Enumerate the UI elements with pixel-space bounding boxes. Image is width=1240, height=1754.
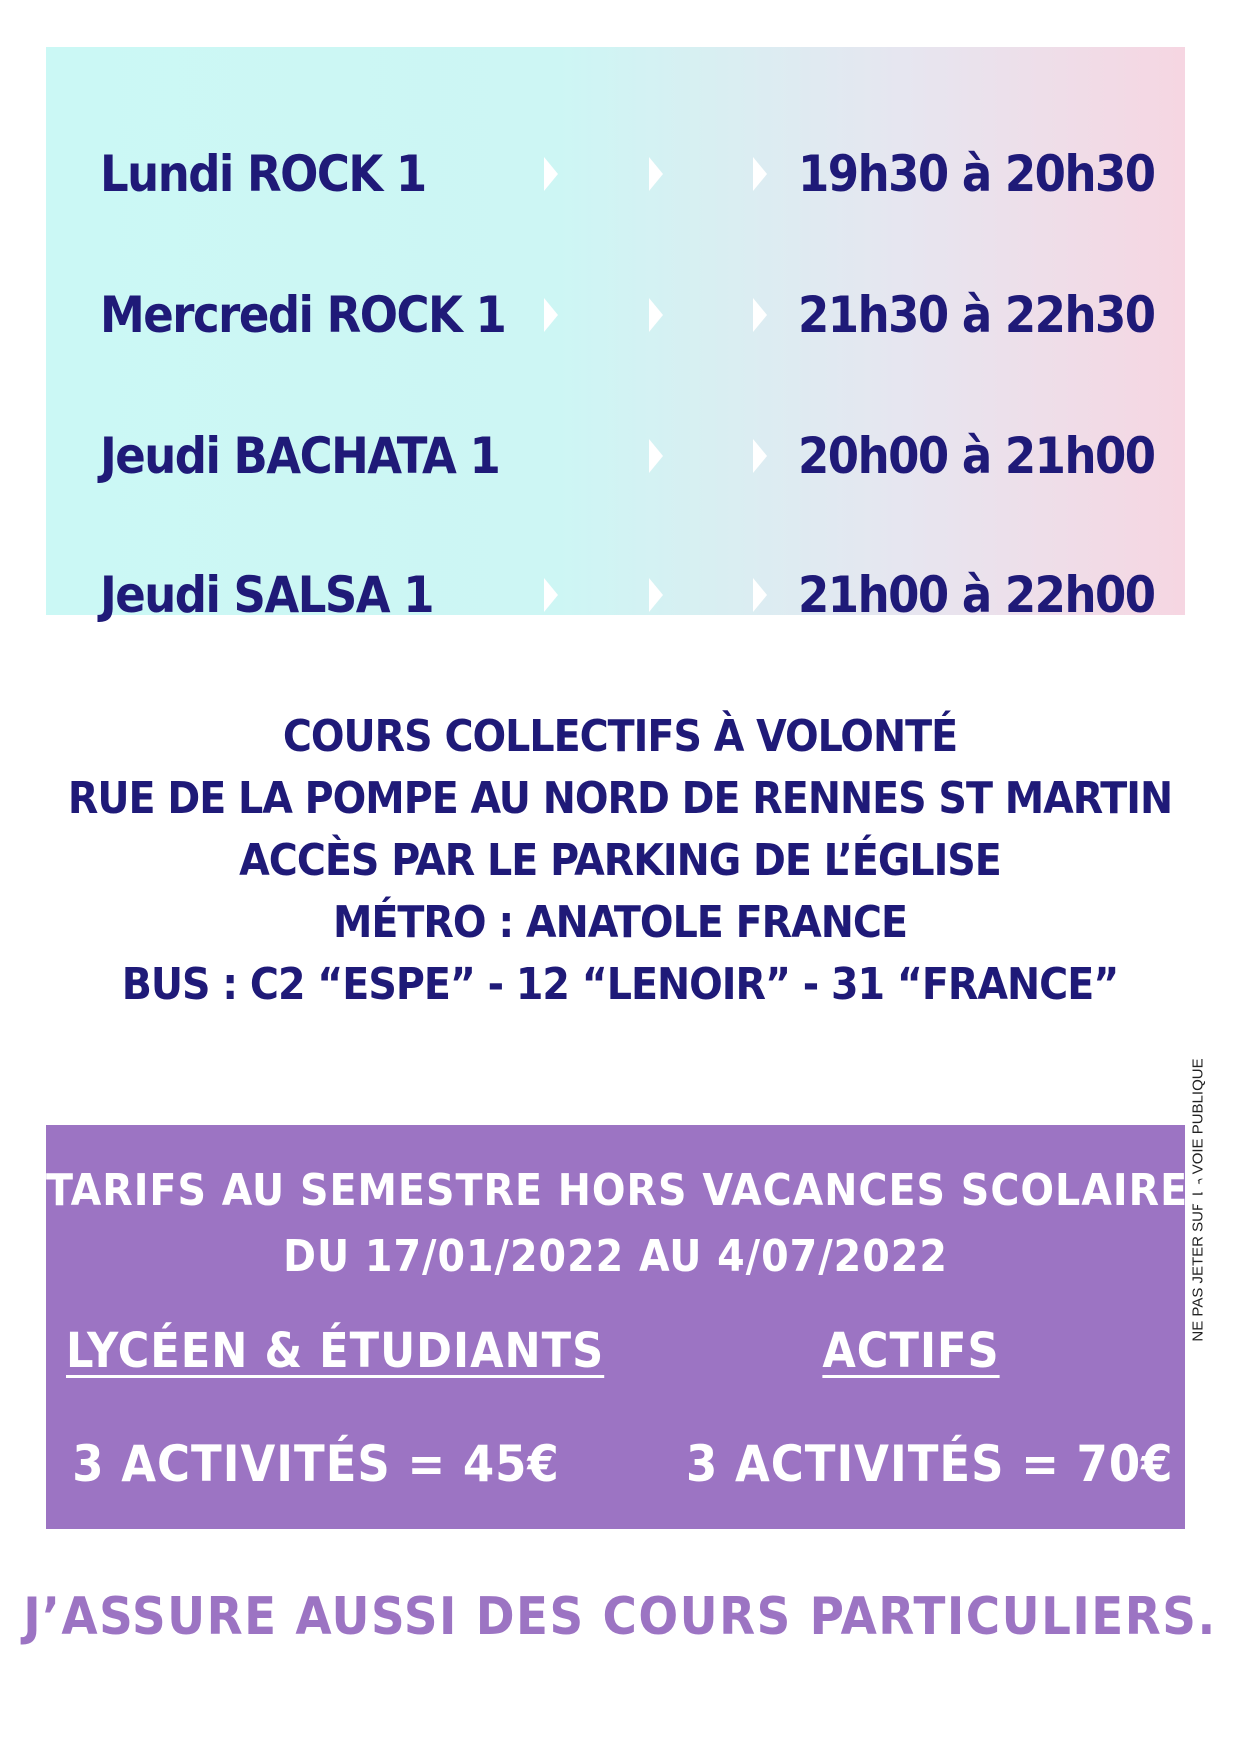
course-name: Lundi ROCK 1 [100, 145, 426, 203]
course-name: Jeudi BACHATA 1 [100, 427, 500, 485]
schedule-row-wednesday [46, 280, 1185, 350]
prices-period: DU 17/01/2022 AU 4/07/2022 [283, 1231, 948, 1282]
arrow-right-icon [753, 298, 767, 332]
course-name: Jeudi SALSA 1 [100, 566, 434, 624]
course-time: 20h00 à 21h00 [798, 427, 1155, 485]
schedule-row-thursday-bachata [46, 421, 1185, 491]
schedule-row-monday [46, 139, 1185, 209]
private-lessons-note: J’ASSURE AUSSI DES COURS PARTICULIERS. [23, 1587, 1217, 1647]
schedule-panel [46, 47, 1185, 624]
arrow-right-icon [544, 298, 558, 332]
info-line-access: ACCÈS PAR LE PARKING DE L’ÉGLISE [239, 835, 1001, 886]
location-info [0, 706, 1240, 1016]
arrow-right-icon [753, 439, 767, 473]
prices-title: TARIFS AU SEMESTRE HORS VACANCES SCOLAIRES [46, 1165, 1218, 1216]
workers-price: 3 ACTIVITÉS = 70€ [686, 1435, 1174, 1493]
info-line-courses: COURS COLLECTIFS À VOLONTÉ [282, 711, 958, 762]
course-time: 19h30 à 20h30 [798, 145, 1155, 203]
course-time: 21h30 à 22h30 [798, 286, 1155, 344]
info-line-bus: BUS : C2 “ESPE” - 12 “LENOIR” - 31 “FRANCE” [121, 959, 1119, 1010]
students-label: LYCÉEN & ÉTUDIANTS [66, 1323, 605, 1379]
arrow-right-icon [649, 439, 663, 473]
arrow-right-icon [649, 157, 663, 191]
side-note: NE PAS JETER SUR LA VOIE PUBLIQUE [1189, 1058, 1207, 1342]
info-line-address: RUE DE LA POMPE AU NORD DE RENNES ST MARTIN [67, 773, 1173, 824]
arrow-right-icon [544, 578, 558, 612]
arrow-right-icon [753, 157, 767, 191]
workers-label: ACTIFS [822, 1323, 1000, 1379]
arrow-right-icon [753, 578, 767, 612]
course-time: 21h00 à 22h00 [798, 566, 1155, 624]
course-name: Mercredi ROCK 1 [100, 286, 506, 344]
schedule-row-thursday-salsa [46, 560, 1185, 630]
arrow-right-icon [544, 157, 558, 191]
arrow-right-icon [649, 578, 663, 612]
info-line-metro: MÉTRO : ANATOLE FRANCE [332, 897, 908, 948]
students-price: 3 ACTIVITÉS = 45€ [72, 1435, 560, 1493]
arrow-right-icon [649, 298, 663, 332]
